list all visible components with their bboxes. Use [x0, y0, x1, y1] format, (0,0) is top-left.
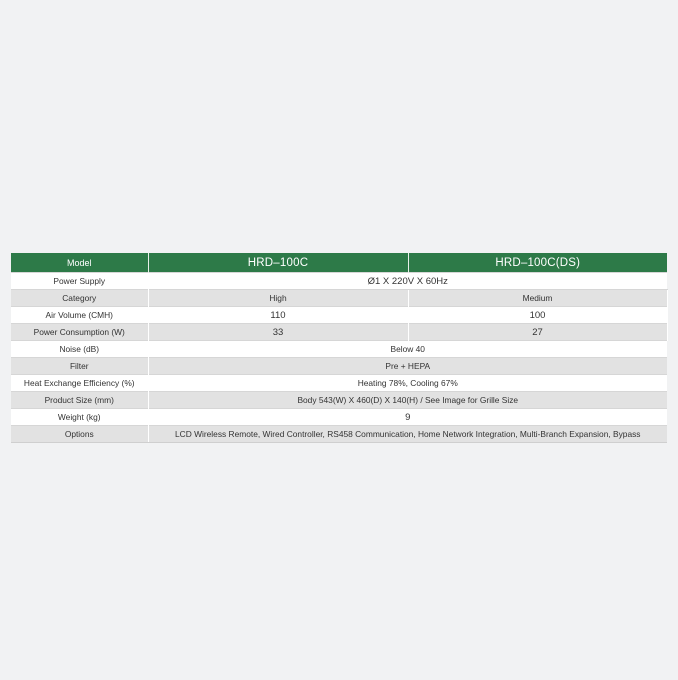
row-value: Pre + HEPA: [148, 358, 667, 375]
row-value: Body 543(W) X 460(D) X 140(H) / See Image for Grille Size: [148, 392, 667, 409]
table-row-air-volume: [11, 307, 667, 324]
table-row-power-supply: [11, 273, 667, 290]
row-label: Power Consumption (W): [11, 324, 148, 341]
table-row-noise: [11, 341, 667, 358]
row-value: LCD Wireless Remote, Wired Controller, RS458 Communication, Home Network Integration, Multi-Branch Expansion, Bypass: [148, 426, 667, 443]
power-high: 33: [148, 324, 408, 341]
row-label: Options: [11, 426, 148, 443]
air-volume-medium: 100: [408, 307, 667, 324]
model-header-label: Model: [11, 253, 148, 273]
power-medium: 27: [408, 324, 667, 341]
table-header-row: [11, 253, 667, 273]
category-high: High: [148, 290, 408, 307]
model-hrd-100c: HRD–100C: [148, 253, 408, 273]
row-label: Category: [11, 290, 148, 307]
table-row-options: [11, 426, 667, 443]
row-value: 9: [148, 409, 667, 426]
table-row-power-consumption: [11, 324, 667, 341]
row-value: Below 40: [148, 341, 667, 358]
row-label: Power Supply: [11, 273, 148, 290]
spec-table-container: [11, 253, 667, 443]
table-row-filter: [11, 358, 667, 375]
table-row-product-size: [11, 392, 667, 409]
model-hrd-100c-ds: HRD–100C(DS): [408, 253, 667, 273]
table-row-heat-exchange: [11, 375, 667, 392]
row-value: Heating 78%, Cooling 67%: [148, 375, 667, 392]
row-label: Heat Exchange Efficiency (%): [11, 375, 148, 392]
row-value: Ø1 X 220V X 60Hz: [148, 273, 667, 290]
table-row-weight: [11, 409, 667, 426]
air-volume-high: 110: [148, 307, 408, 324]
row-label: Air Volume (CMH): [11, 307, 148, 324]
row-label: Product Size (mm): [11, 392, 148, 409]
spec-table: [11, 253, 667, 443]
table-row-category: [11, 290, 667, 307]
category-medium: Medium: [408, 290, 667, 307]
row-label: Filter: [11, 358, 148, 375]
row-label: Noise (dB): [11, 341, 148, 358]
row-label: Weight (kg): [11, 409, 148, 426]
